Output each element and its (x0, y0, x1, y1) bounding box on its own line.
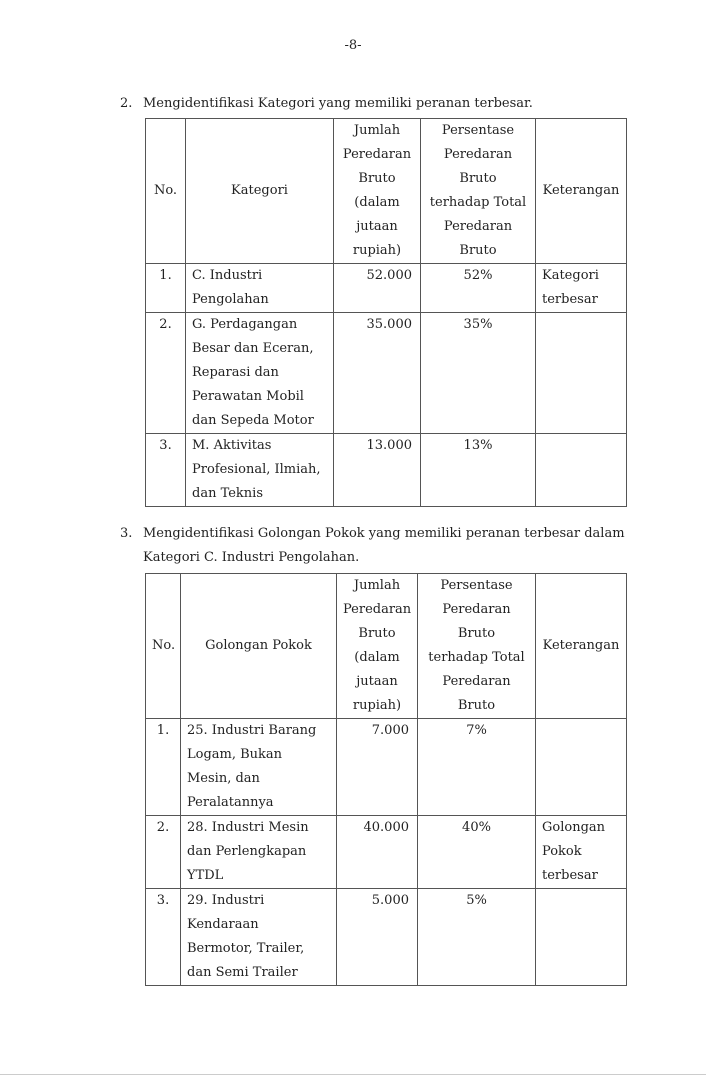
row-name: 29. Industri Kendaraan Bermotor, Trailer, dan Semi Trailer (181, 889, 337, 986)
header-persentase: Persentase Peredaran Bruto terhadap Total Peredaran Bruto (421, 119, 536, 264)
row-no: 2. (146, 816, 181, 889)
row-name: C. Industri Pengolahan (186, 264, 334, 313)
header-no: No. (146, 574, 181, 719)
row-note: Golongan Pokok terbesar (536, 816, 627, 889)
row-amount: 7.000 (337, 719, 418, 816)
header-jumlah: Jumlah Peredaran Bruto (dalam jutaan rupiah) (334, 119, 421, 264)
section-3-number: 3. (120, 526, 133, 541)
row-percent: 35% (421, 313, 536, 434)
header-keterangan: Keterangan (536, 119, 627, 264)
row-percent: 13% (421, 434, 536, 507)
row-percent: 52% (421, 264, 536, 313)
row-note (536, 889, 627, 986)
row-note: Kategori terbesar (536, 264, 627, 313)
row-no: 3. (146, 889, 181, 986)
header-persentase: Persentase Peredaran Bruto terhadap Total Peredaran Bruto (418, 574, 536, 719)
row-percent: 7% (418, 719, 536, 816)
header-no: No. (146, 119, 186, 264)
row-note (536, 719, 627, 816)
header-kategori: Kategori (186, 119, 334, 264)
row-name: 25. Industri Barang Logam, Bukan Mesin, dan Peralatannya (181, 719, 337, 816)
row-name: G. Perdagangan Besar dan Eceran, Reparasi dan Perawatan Mobil dan Sepeda Motor (186, 313, 334, 434)
row-note (536, 313, 627, 434)
table-header-row (146, 574, 627, 719)
row-note (536, 434, 627, 507)
golongan-pokok-table (145, 573, 627, 986)
row-percent: 40% (418, 816, 536, 889)
row-amount: 5.000 (337, 889, 418, 986)
row-no: 1. (146, 264, 186, 313)
row-no: 2. (146, 313, 186, 434)
row-name: 28. Industri Mesin dan Perlengkapan YTDL (181, 816, 337, 889)
table-row (146, 434, 627, 507)
row-amount: 40.000 (337, 816, 418, 889)
header-keterangan: Keterangan (536, 574, 627, 719)
page-bottom-divider (0, 1074, 706, 1075)
table-header-row (146, 119, 627, 264)
header-jumlah: Jumlah Peredaran Bruto (dalam jutaan rupiah) (337, 574, 418, 719)
row-percent: 5% (418, 889, 536, 986)
row-no: 3. (146, 434, 186, 507)
table-row (146, 816, 627, 889)
row-amount: 52.000 (334, 264, 421, 313)
table-row (146, 313, 627, 434)
table-row (146, 719, 627, 816)
table-row (146, 264, 627, 313)
page-number: -8- (344, 38, 362, 53)
row-amount: 35.000 (334, 313, 421, 434)
section-2-heading: Mengidentifikasi Kategori yang memiliki peranan terbesar. (143, 96, 533, 111)
row-amount: 13.000 (334, 434, 421, 507)
header-golongan-pokok: Golongan Pokok (181, 574, 337, 719)
row-name: M. Aktivitas Profesional, Ilmiah, dan Teknis (186, 434, 334, 507)
section-3-heading: Mengidentifikasi Golongan Pokok yang memiliki peranan terbesar dalam Kategori C. Industri Pengolahan. (143, 526, 625, 565)
section-2-number: 2. (120, 96, 133, 111)
table-row (146, 889, 627, 986)
kategori-table (145, 118, 627, 507)
row-no: 1. (146, 719, 181, 816)
